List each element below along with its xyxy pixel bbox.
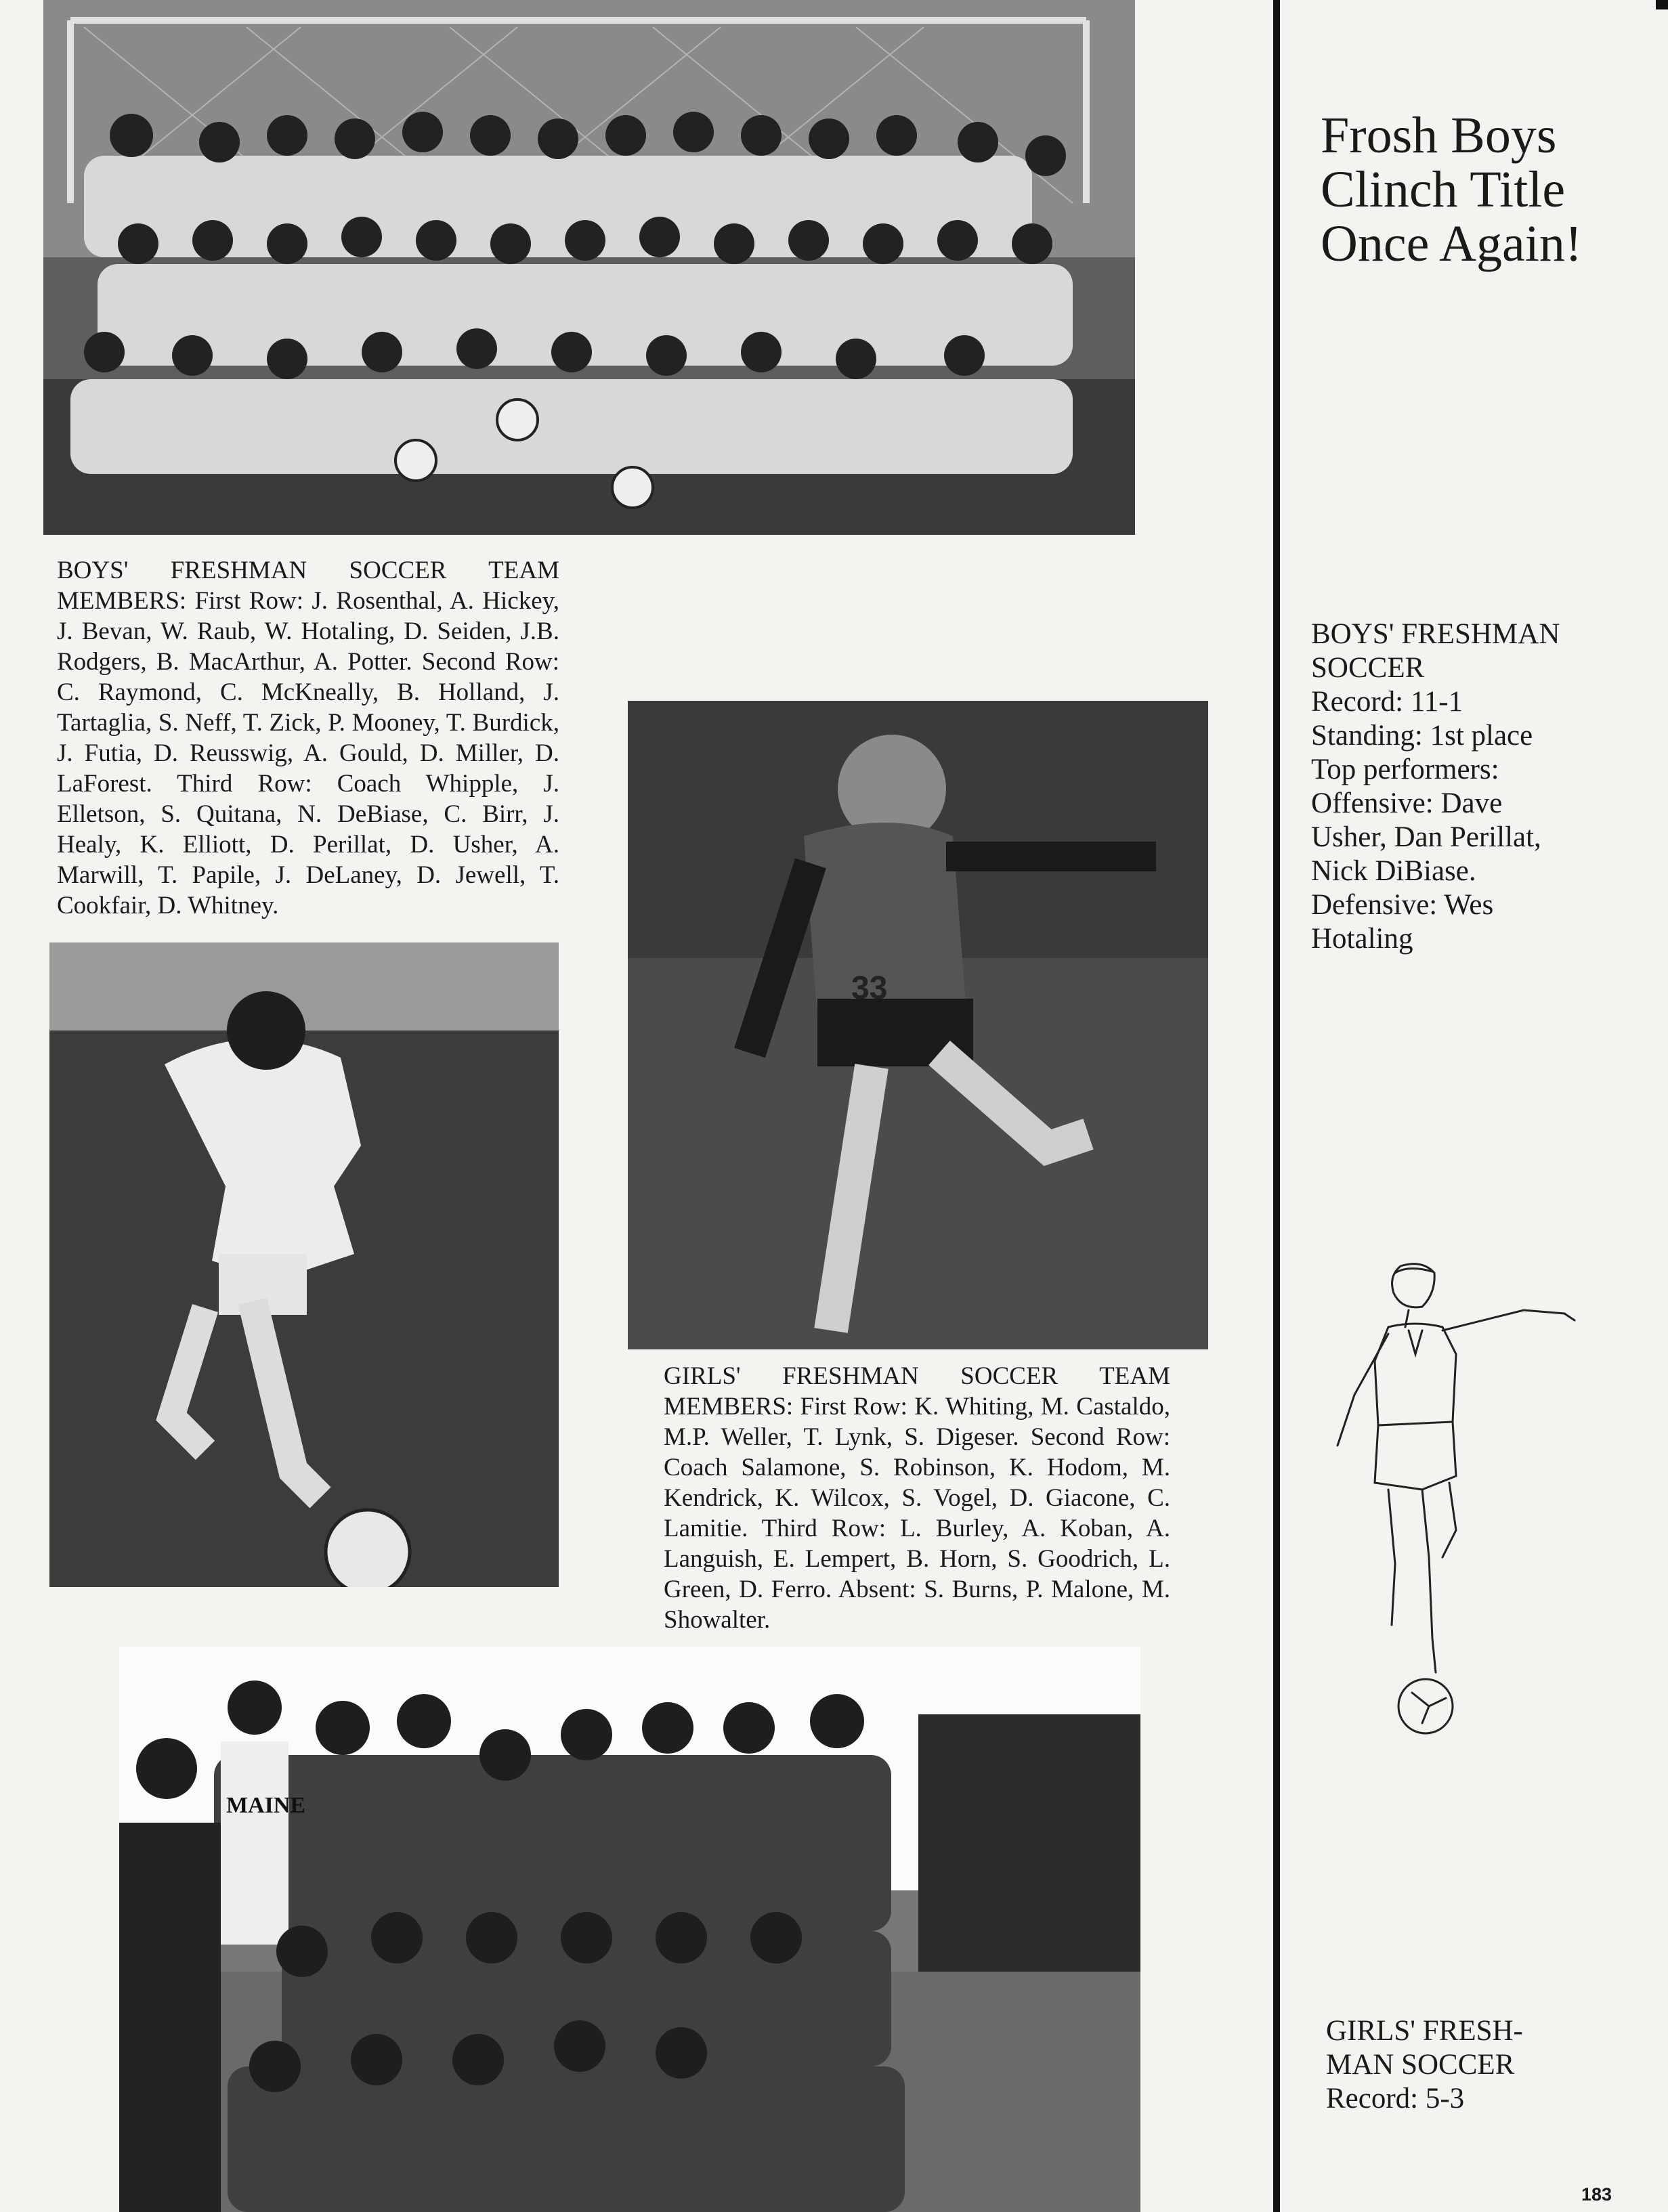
- page-headline: [1321, 108, 1582, 271]
- boys-stats-defensive-2: Hotaling: [1311, 923, 1413, 955]
- girls-action-photo: [628, 701, 1208, 1349]
- page-number: 183: [1581, 2184, 1612, 2205]
- boys-stats-title-1: BOYS' FRESHMAN: [1311, 618, 1560, 650]
- headline-line-2: Clinch Title: [1321, 161, 1566, 218]
- girls-team-photo: [119, 1647, 1140, 2212]
- shirt-text: MAINE: [226, 1793, 306, 1818]
- girls-team-caption: GIRLS' FRESHMAN SOCCER TEAM MEMBERS: First Row: K. Whiting, M. Castaldo, M.P. Weller, T. Lynk, S. Digeser. Second Row: Coach Salamone, S. Robinson, K. Hodom, M. Kendrick, K. Wilcox, S. Vogel, D. Giacone, C. Lamitie. Third Row: L. Burley, A. Koban, A. Languish, E. Lempert, B. Horn, S. Goodrich, L. Green, D. Ferro. Absent: S. Burns, P. Malone, M. Showalter.: [664, 1362, 1170, 1634]
- headline-line-1: Frosh Boys: [1321, 107, 1557, 164]
- boys-soccer-stats: [1311, 617, 1650, 956]
- boys-stats-record: Record: 11-1: [1311, 686, 1463, 718]
- girls-stats-title-1: GIRLS' FRESH-: [1326, 2015, 1523, 2047]
- boys-team-photo: [43, 0, 1135, 535]
- girls-stats-title-2: MAN SOCCER: [1326, 2049, 1515, 2081]
- column-divider: [1273, 0, 1280, 2212]
- boys-stats-top: Top performers:: [1311, 754, 1499, 785]
- boys-stats-standing: Standing: 1st place: [1311, 720, 1533, 752]
- girls-stats-record: Record: 5-3: [1326, 2083, 1465, 2115]
- corner-mark: [1656, 0, 1668, 9]
- soccer-player-sketch: [1321, 1259, 1619, 1747]
- boys-stats-title-2: SOCCER: [1311, 652, 1425, 684]
- jersey-number: 33: [851, 970, 888, 1006]
- boys-stats-offensive-2: Usher, Dan Perillat,: [1311, 821, 1541, 853]
- boys-action-photo: [49, 942, 559, 1587]
- boys-stats-defensive-1: Defensive: Wes: [1311, 889, 1494, 921]
- headline-line-3: Once Again!: [1321, 215, 1583, 272]
- boys-stats-offensive-3: Nick DiBiase.: [1311, 855, 1476, 887]
- girls-soccer-stats: [1326, 2014, 1638, 2116]
- boys-team-caption: BOYS' FRESHMAN SOCCER TEAM MEMBERS: First Row: J. Rosenthal, A. Hickey, J. Bevan, W. Raub, W. Hotaling, D. Seiden, J.B. Rodgers, B. MacArthur, A. Potter. Second Row: C. Raymond, C. McKneally, B. Holland, J. Tartaglia, S. Neff, T. Zick, P. Mooney, T. Burdick, J. Futia, D. Reusswig, A. Gould, D. Miller, D. LaForest. Third Row: Coach Whipple, J. Elletson, S. Quitana, N. DeBiase, C. Birr, J. Healy, K. Elliott, D. Perillat, D. Usher, A. Marwill, T. Papile, J. DeLaney, D. Jewell, T. Cookfair, D. Whitney.: [57, 557, 559, 919]
- boys-stats-offensive-1: Offensive: Dave: [1311, 787, 1503, 819]
